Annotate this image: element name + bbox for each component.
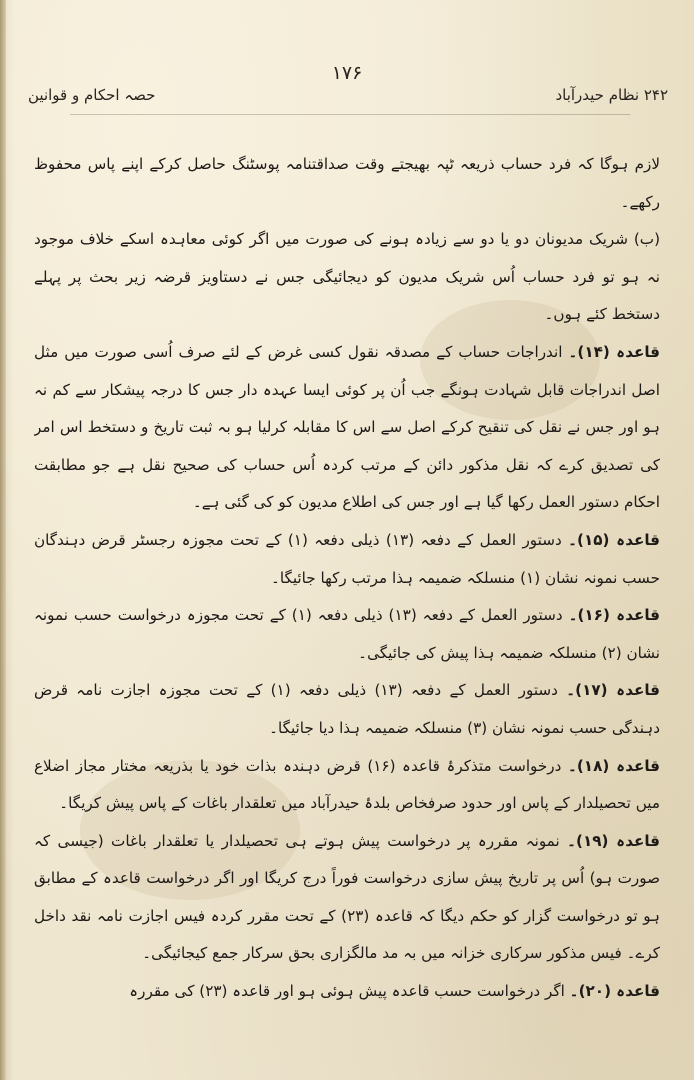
rule-number: قاعدہ (۱۶)۔ [568, 606, 660, 625]
paragraph-text: درخواست متذکرۂ قاعدہ (۱۶) قرض دہندہ بذات خود یا بذریعہ مختار مجاز اضلاع میں تحصیلدار کے پاس اور حدود صرفخاص بلدۂ حیدرآباد میں تعلقدار باغات کے پاس پیش کریگا۔ [34, 756, 660, 813]
rule-number: قاعدہ (۱۴)۔ [568, 342, 660, 361]
paragraph-text: نمونہ مقررہ پر درخواست پیش ہوتے ہی تحصیلدار یا تعلقدار باغات (جیسی کہ صورت ہو) اُس پر تاریخ پیش سازی درخواست فوراً درج کریگا اور اگر درخواست قاعدہ کے مطابق ہو تو درخواست گزار کو حکم دیگا کہ قاعدہ (۲۳) کے تحت مقرر کردہ فیس اجازت نامہ نقد داخل کرے۔ فیس مذکور سرکاری خزانہ میں بہ مد مالگزاری بحق سرکار جمع کیجائیگی۔ [34, 831, 660, 963]
paragraph [34, 973, 660, 1011]
paragraph [34, 522, 660, 597]
paragraph [34, 748, 660, 823]
paragraph [34, 146, 660, 221]
rule-number: قاعدہ (۲۰)۔ [569, 982, 660, 1001]
running-head-title: ۲۴۲ نظام حیدرآباد [555, 86, 668, 104]
paragraph-text: (ب) شریک مدیونان دو یا دو سے زیادہ ہونے کی صورت میں اگر کوئی معاہدہ اسکے خلاف موجود نہ ہو تو فرد حساب اُس شریک مدیون کو دیجائیگی جس نے دستاویز قرضہ زیر بحث پر پہلے دستخط کئے ہوں۔ [34, 230, 660, 324]
rule-number: قاعدہ (۱۷)۔ [566, 681, 660, 700]
rule-number: قاعدہ (۱۹)۔ [567, 831, 660, 850]
header-rule [70, 114, 630, 115]
paragraph [34, 334, 660, 522]
paragraph-text: دستور العمل کے دفعہ (۱۳) ذیلی دفعہ (۱) کے تحت مجوزہ رجسٹر قرض دہندگان حسب نمونہ نشان (۱) منسلکہ ضمیمہ ہذا مرتب رکھا جائیگا۔ [34, 530, 660, 587]
paragraph [34, 823, 660, 973]
paragraph-text: اگر درخواست حسب قاعدہ پیش ہوئی ہو اور قاعدہ (۲۳) کی مقررہ [129, 982, 565, 1001]
page-number: ۱۷۶ [331, 62, 363, 84]
paragraph [34, 221, 660, 334]
running-head [28, 86, 668, 112]
paragraph-text: دستور العمل کے دفعہ (۱۳) ذیلی دفعہ (۱) کے تحت مجوزہ اجازت نامہ قرض دہندگی حسب نمونہ نشان (۳) منسلکہ ضمیمہ ہذا دیا جائیگا۔ [34, 681, 660, 737]
paragraph [34, 597, 660, 672]
document-body [34, 146, 660, 1056]
running-head-section: حصہ احکام و قوانین [28, 86, 156, 104]
rule-number: قاعدہ (۱۸)۔ [567, 756, 660, 775]
page-fold-shadow [0, 0, 6, 1080]
paragraph-text: لازم ہوگا کہ فرد حساب ذریعہ ٹپہ بھیجتے وقت صداقتنامہ پوسٹنگ حاصل کرکے اپنے پاس محفوظ رکھے۔ [34, 155, 660, 211]
paragraph-text: اندراجات حساب کے مصدقہ نقول کسی غرض کے لئے صرف اُسی صورت میں مثل اصل اندراجات قابل شہادت ہونگے جب اُن پر کوئی ایسا عہدہ دار جس کا درجہ پیشکار سے کم نہ ہو اور جس نے نقل کی تنقیح کرکے اصل سے اس کا مقابلہ کرلیا ہو بہ ثبت تاریخ و دستخط اس امر کی تصدیق کرے کہ نقل مذکور دائن کے مرتب کردہ اُس حساب کی صحیح نقل ہے جو مطابقت احکام دستور العمل رکھا گیا ہے اور جس کی اطلاع مدیون کو کی گئی ہے۔ [34, 342, 660, 512]
paragraph [34, 672, 660, 747]
paragraph-text: دستور العمل کے دفعہ (۱۳) ذیلی دفعہ (۱) کے تحت مجوزہ درخواست حسب نمونہ نشان (۲) منسلکہ ضمیمہ ہذا پیش کی جائیگی۔ [34, 606, 660, 662]
rule-number: قاعدہ (۱۵)۔ [568, 530, 660, 549]
